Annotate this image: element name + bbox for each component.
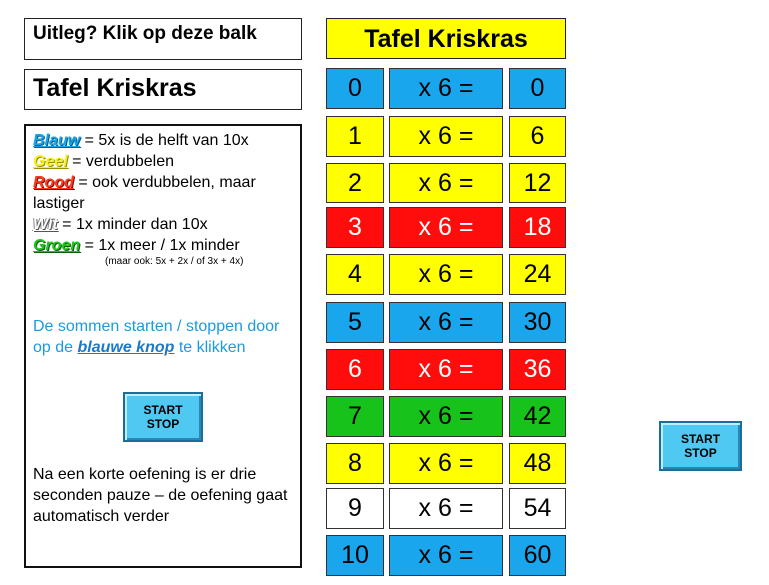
legend-description: = ook verdubbelen, maar lastiger [33,174,256,212]
multiplier-cell: 8 [326,443,384,484]
legend-note: (maar ook: 5x + 2x / of 3x + 4x) [105,256,244,267]
result-cell: 24 [509,254,566,295]
uitleg-bar[interactable]: Uitleg? Klik op deze balk [24,18,302,60]
stop-label: STOP [146,417,180,431]
multiplier-cell: 5 [326,302,384,343]
result-cell: 36 [509,349,566,390]
legend-panel [24,124,302,568]
result-cell: 30 [509,302,566,343]
legend-list [33,130,293,256]
info-after: te klikken [174,339,246,356]
legend-keyword: Geel [33,153,68,170]
left-title: Tafel Kriskras [24,69,302,110]
legend-description: = 1x minder dan 10x [57,216,208,233]
multiplier-cell: 6 [326,349,384,390]
legend-item [33,172,293,214]
legend-item [33,235,293,256]
multiplier-cell: 0 [326,68,384,109]
result-cell: 48 [509,443,566,484]
legend-item [33,130,293,151]
operator-cell: x 6 = [389,349,503,390]
result-cell: 60 [509,535,566,576]
legend-keyword: Rood [33,174,74,191]
multiplier-cell: 7 [326,396,384,437]
operator-cell: x 6 = [389,535,503,576]
start-label: START [680,432,721,446]
legend-description: = 1x meer / 1x minder [80,237,240,254]
result-cell: 12 [509,163,566,203]
operator-cell: x 6 = [389,116,503,157]
start-stop-button-right[interactable] [659,421,742,471]
multiplier-cell: 4 [326,254,384,295]
operator-cell: x 6 = [389,254,503,295]
multiplier-cell: 3 [326,207,384,248]
operator-cell: x 6 = [389,302,503,343]
result-cell: 6 [509,116,566,157]
bottom-text: Na een korte oefening is er drie seconden pauze – de oefening gaat automatisch verder [33,466,288,525]
multiplier-cell: 9 [326,488,384,529]
legend-item [33,214,293,235]
result-cell: 0 [509,68,566,109]
table-title: Tafel Kriskras [326,18,566,59]
legend-keyword: Wit [33,216,58,233]
result-cell: 54 [509,488,566,529]
multiplier-cell: 1 [326,116,384,157]
multiplier-cell: 2 [326,163,384,203]
blauwe-knop-link[interactable]: blauwe knop [77,339,175,356]
operator-cell: x 6 = [389,163,503,203]
stop-label: STOP [684,446,717,460]
result-cell: 18 [509,207,566,248]
operator-cell: x 6 = [389,396,503,437]
multiplier-cell: 10 [326,535,384,576]
info-text [33,316,283,358]
legend-keyword: Groen [33,237,81,254]
legend-keyword: Blauw [33,132,81,149]
operator-cell: x 6 = [389,207,503,248]
result-cell: 42 [509,396,566,437]
legend-description: = 5x is de helft van 10x [80,132,249,149]
legend-description: = verdubbelen [67,153,174,170]
start-stop-button-left[interactable] [123,392,203,442]
operator-cell: x 6 = [389,488,503,529]
info-before: De sommen starten / stoppen door op de [33,318,280,356]
operator-cell: x 6 = [389,68,503,109]
start-label: START [143,403,183,417]
legend-item [33,151,293,172]
operator-cell: x 6 = [389,443,503,484]
